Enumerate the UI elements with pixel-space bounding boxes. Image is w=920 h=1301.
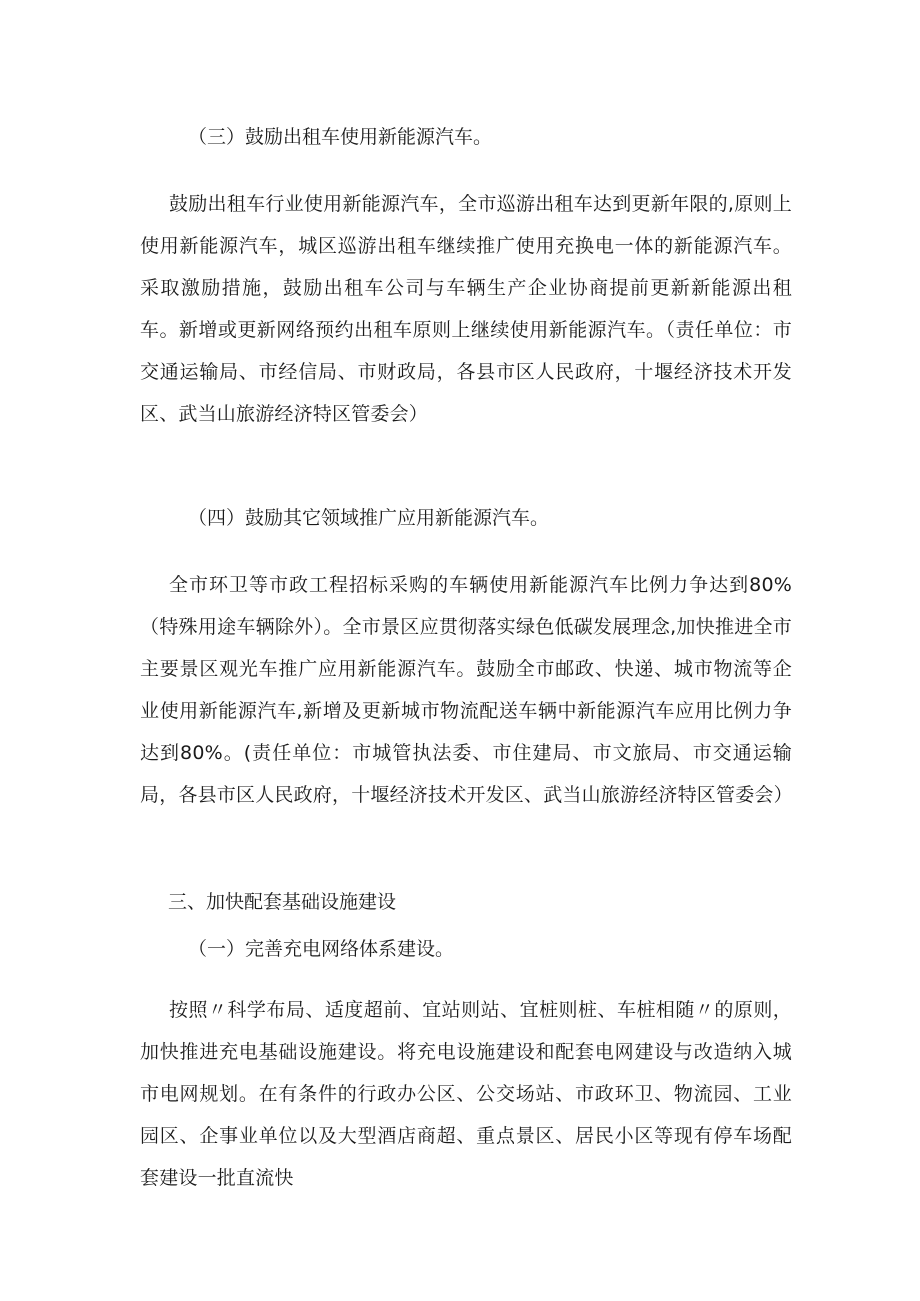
paragraph-taxi-new-energy: 鼓励出租车行业使用新能源汽车，全市巡游出租车达到更新年限的,原则上使用新能源汽车，城区巡游出租车继续推广使用充换电一体的新能源汽车。采取激励措施，鼓励出租车公司与车辆生产企业协商提前更新新能源出租车。新增或更新网络预约出租车原则上继续使用新能源汽车。（责任单位：市交通运输局、市经信局、市财政局，各县市区人民政府，十堰经济技术开发区、武当山旅游经济特区管委会） [140,193,792,425]
subsection-heading-4: （四）鼓励其它领域推广应用新能源汽车。 [188,507,550,529]
paragraph-other-fields: 全市环卫等市政工程招标采购的车辆使用新能源汽车比例力争达到80%（特殊用途车辆除外）。全市景区应贯彻落实绿色低碳发展理念,加快推进全市主要景区观光车推广应用新能源汽车。鼓励全市邮政、快递、城市物流等企业使用新能源汽车,新增及更新城市物流配送车辆中新能源汽车应用比例力争达到80%。(责任单位：市城管执法委、市住建局、市文旅局、市交通运输局，各县市区人民政府，十堰经济技术开发区、武当山旅游经济特区管委会） [140,574,793,806]
paragraph-charging-network: 按照〃科学布局、适度超前、宜站则站、宜桩则桩、车桩相随〃的原则，加快推进充电基础设施建设。将充电设施建设和配套电网建设与改造纳入城市电网规划。在有条件的行政办公区、公交场站、市政环卫、物流园、工业园区、企事业单位以及大型酒店商超、重点景区、居民小区等现有停车场配套建设一批直流快 [140,999,792,1189]
subsection-heading-3: （三）鼓励出租车使用新能源汽车。 [188,126,493,148]
section-heading-3: 三、加快配套基础设施建设 [168,891,397,913]
subsection-heading-1: （一）完善充电网络体系建设。 [188,938,455,960]
